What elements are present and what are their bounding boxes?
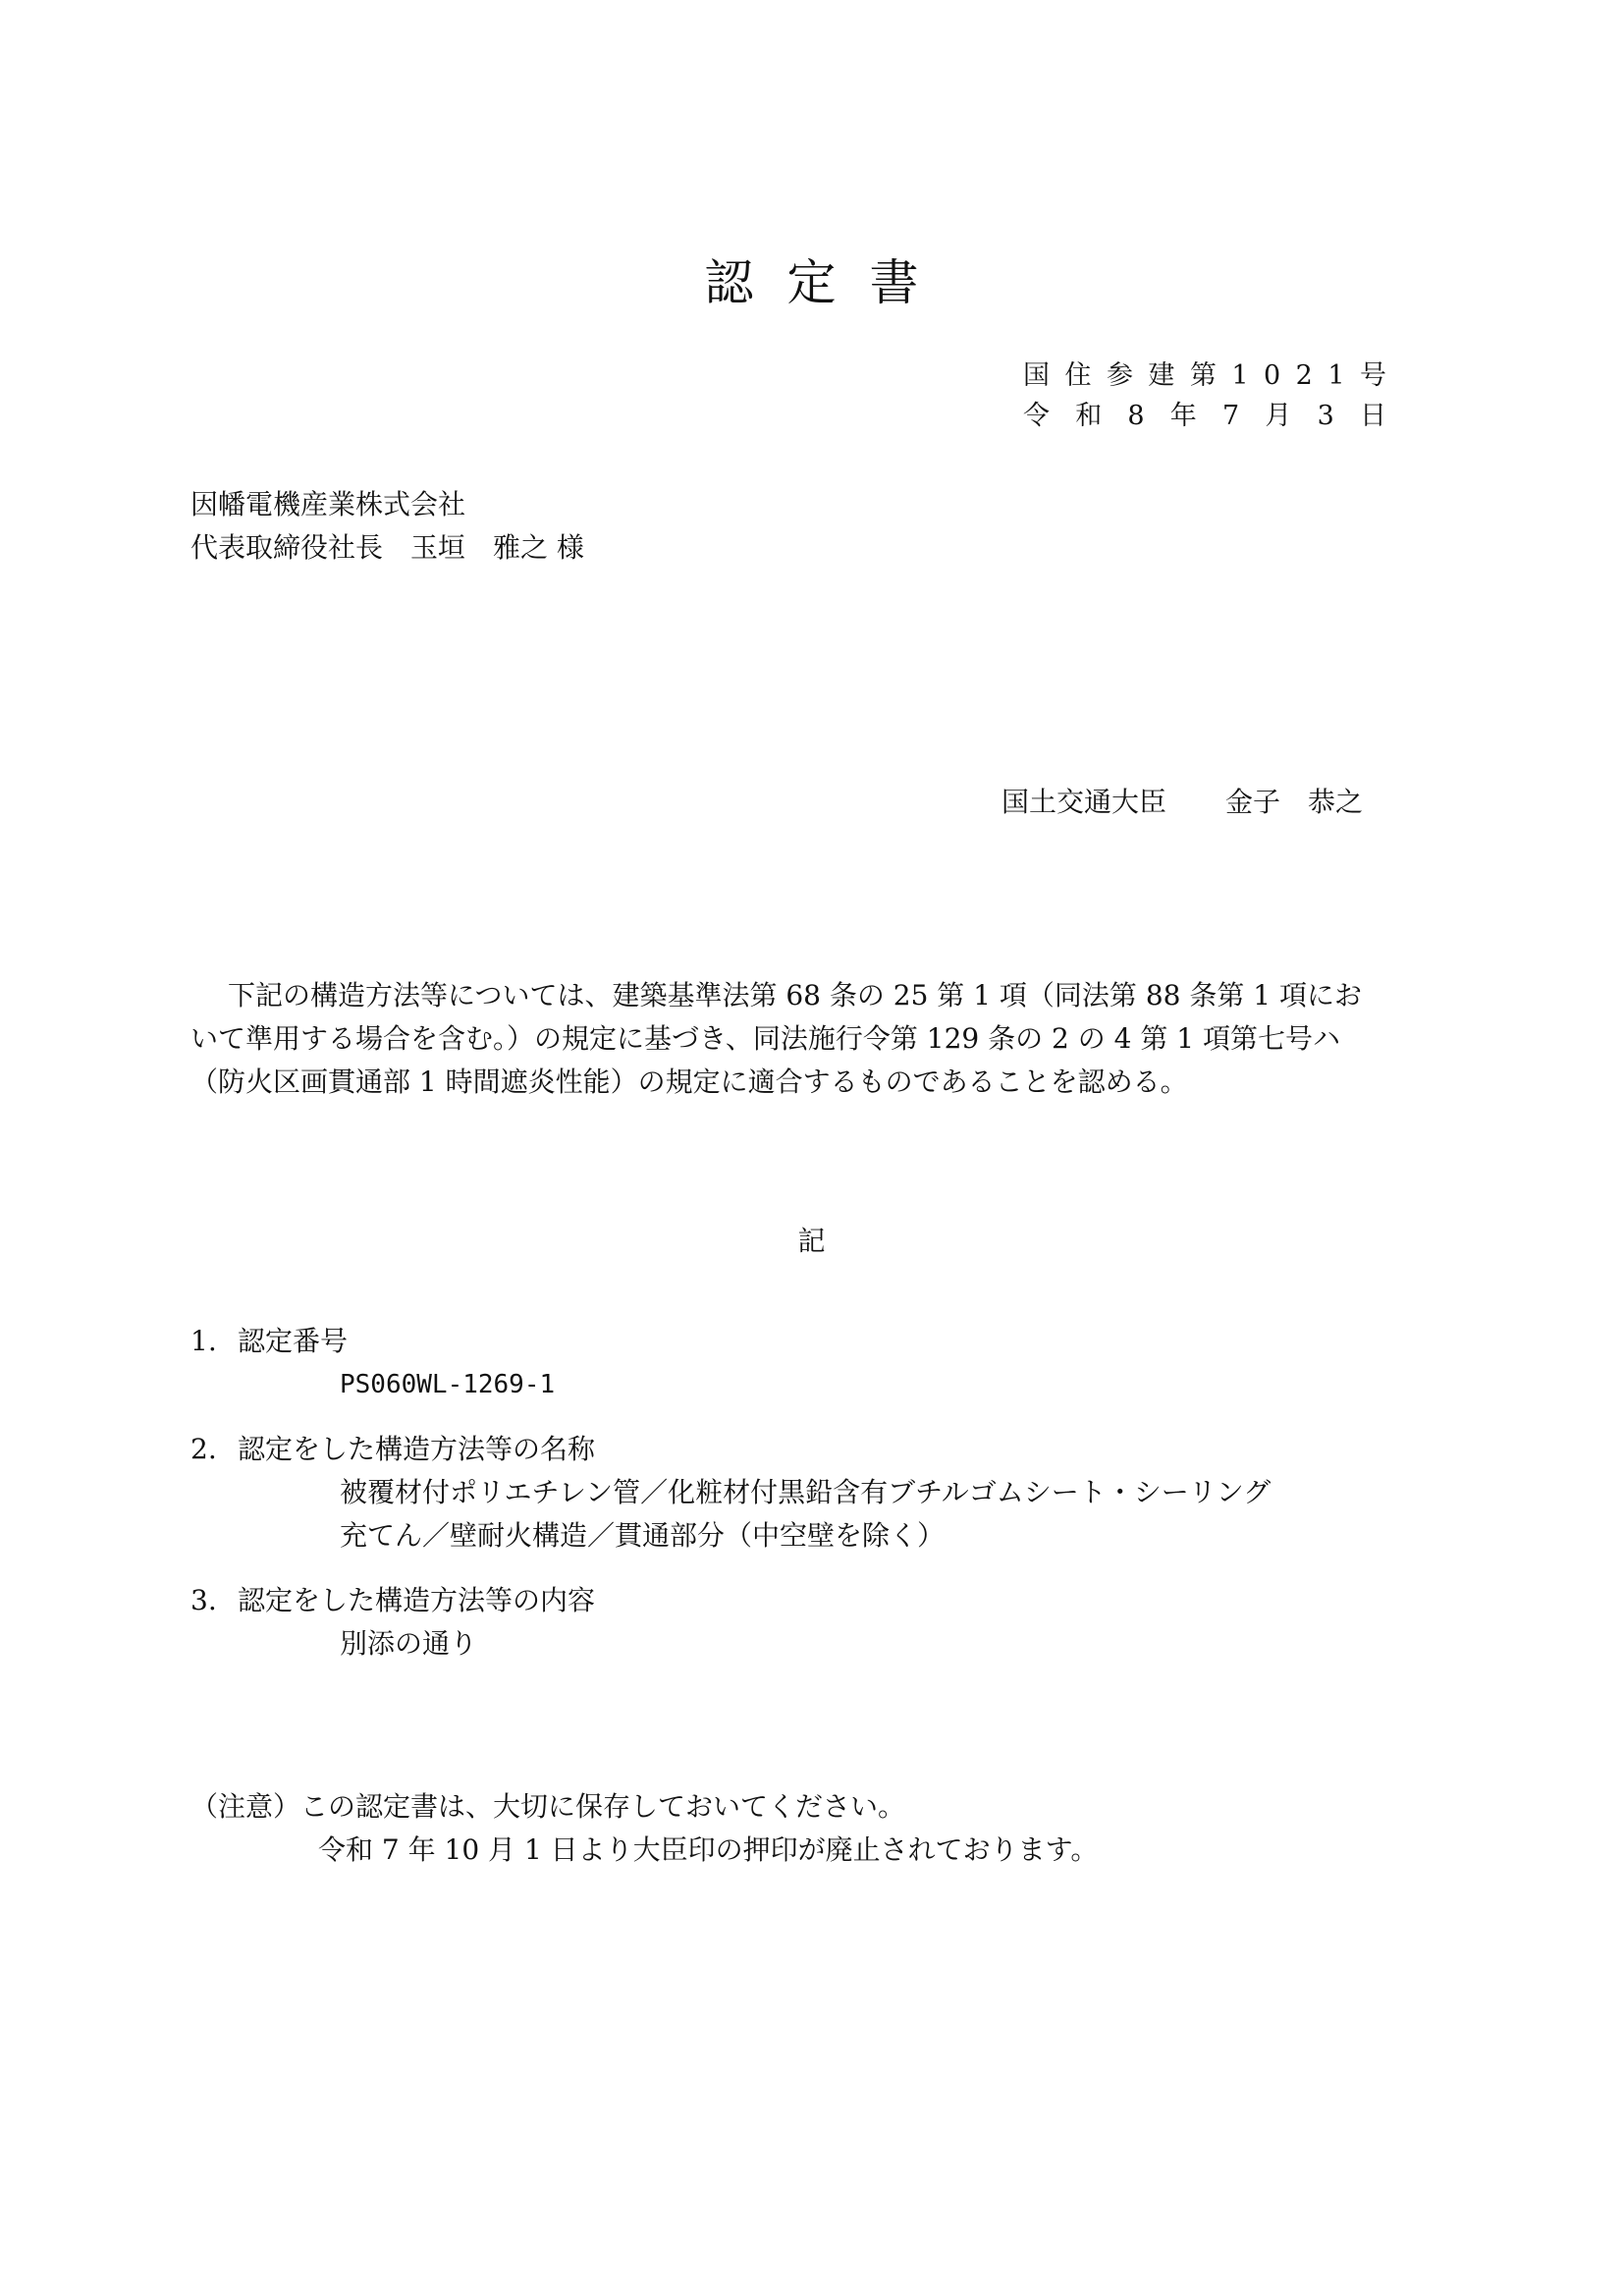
item-number: 1. bbox=[190, 1325, 217, 1357]
method-name-line: 被覆材付ポリエチレン管／化粧材付黒鉛含有ブチルゴムシート・シーリング bbox=[340, 1476, 1271, 1508]
item-method-name bbox=[190, 1428, 1271, 1558]
ref-char: 参 bbox=[1106, 360, 1133, 391]
date-char: 7 bbox=[1222, 401, 1240, 431]
notice-line: （注意）この認定書は、大切に保存しておいてください。 bbox=[190, 1790, 906, 1823]
ref-char: 第 bbox=[1189, 360, 1217, 391]
item-number: 2. bbox=[190, 1433, 217, 1465]
addressee-representative: 代表取締役社長 玉垣 雅之 様 bbox=[190, 531, 584, 564]
ref-char: 建 bbox=[1148, 360, 1175, 391]
item-heading: 認定番号 bbox=[238, 1325, 349, 1357]
method-name-line: 充てん／壁耐火構造／貫通部分（中空壁を除く） bbox=[340, 1519, 946, 1552]
item-heading: 認定をした構造方法等の名称 bbox=[238, 1433, 596, 1465]
ref-char: 0 bbox=[1264, 360, 1281, 391]
addressee-block bbox=[190, 483, 584, 570]
certification-statement bbox=[190, 974, 1388, 1104]
statement-line: （防火区画貫通部 1 時間遮炎性能）の規定に適合するものであることを認める。 bbox=[190, 1066, 1188, 1098]
certification-number: PS060WL-1269-1 bbox=[340, 1370, 556, 1399]
date-char: 8 bbox=[1127, 401, 1145, 431]
ref-char: 国 bbox=[1023, 360, 1050, 391]
ref-char: 1 bbox=[1231, 360, 1249, 391]
document-title: 認定書 bbox=[704, 254, 952, 311]
ki-label: 記 bbox=[797, 1225, 826, 1257]
item-certification-number bbox=[190, 1320, 555, 1406]
ref-char: 住 bbox=[1064, 360, 1092, 391]
date-char: 令 bbox=[1023, 401, 1050, 431]
sender-name: 金子 恭之 bbox=[1225, 786, 1364, 818]
sender-block bbox=[1001, 781, 1363, 820]
date-char: 3 bbox=[1317, 401, 1334, 431]
date-char: 年 bbox=[1169, 401, 1197, 431]
item-heading: 認定をした構造方法等の内容 bbox=[238, 1584, 596, 1616]
reference-number bbox=[1023, 355, 1386, 396]
method-content: 別添の通り bbox=[340, 1627, 478, 1660]
reference-block bbox=[1023, 355, 1386, 436]
sender-title: 国土交通大臣 bbox=[1001, 786, 1167, 818]
addressee-company: 因幡電機産業株式会社 bbox=[190, 488, 466, 520]
reference-date bbox=[1023, 396, 1386, 436]
date-char: 和 bbox=[1075, 401, 1103, 431]
ref-char: 2 bbox=[1295, 360, 1313, 391]
statement-line: 下記の構造方法等については、建築基準法第 68 条の 25 第 1 項（同法第 88 条第 1 項にお bbox=[228, 979, 1362, 1011]
ref-char: 1 bbox=[1327, 360, 1345, 391]
date-char: 月 bbox=[1265, 401, 1292, 431]
notice-block bbox=[190, 1785, 1098, 1872]
notice-line: 令和 7 年 10 月 1 日より大臣印の押印が廃止されております。 bbox=[318, 1833, 1099, 1866]
date-char: 日 bbox=[1359, 401, 1386, 431]
item-number: 3. bbox=[190, 1584, 217, 1616]
ref-char: 号 bbox=[1359, 360, 1386, 391]
statement-line: いて準用する場合を含む。）の規定に基づき、同法施行令第 129 条の 2 の 4 第 1 項第七号ハ bbox=[190, 1022, 1340, 1055]
item-method-content bbox=[190, 1579, 595, 1666]
